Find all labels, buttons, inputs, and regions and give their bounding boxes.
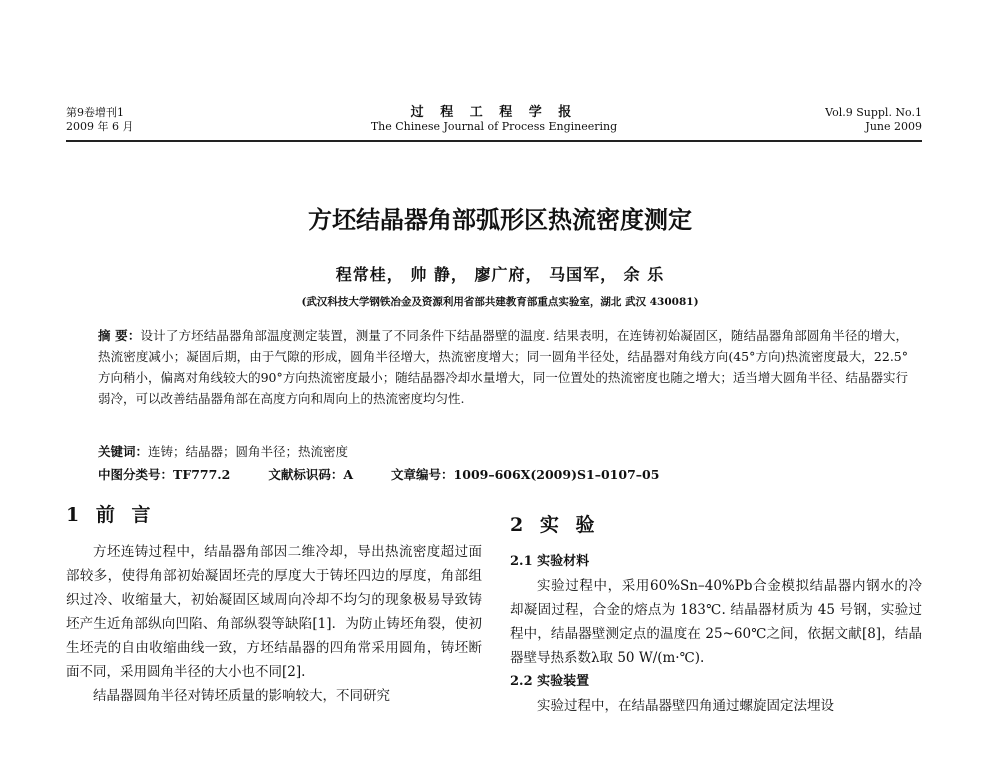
intro-paragraph-1: 方坯连铸过程中，结晶器角部因二维冷却，导出热流密度超过面部较多，使得角部初始凝固坯壳的厚度大于铸坯四边的厚度，角部组织过冷、收缩量大，初始凝固区域周向冷却不均匀的现象极易导致铸坯产生近角部纵向凹陷、角部纵裂等缺陷[1]．为防止铸坯角裂，使初生坯壳的自由收缩曲线一致，方坯结晶器的四角常采用圆角，铸坯断面不同，采用圆角半径的大小也不同[2]. bbox=[66, 544, 482, 680]
section-heading-experiment: 2 实 验 bbox=[510, 514, 600, 536]
header-volume-en: Vol.9 Suppl. No.1 June 2009 bbox=[825, 106, 922, 133]
section-heading-intro: 1 前 言 bbox=[66, 504, 156, 526]
authors: 程常桂， 帅 静， 廖广府， 马国军， 余 乐 bbox=[335, 265, 665, 284]
paper-title: 方坯结晶器角部弧形区热流密度测定 bbox=[308, 206, 692, 234]
keywords-label: 关键词： bbox=[98, 444, 149, 459]
right-column bbox=[510, 510, 922, 718]
article-number: 文章编号：1009–606X(2009)S1–0107–05 bbox=[391, 467, 660, 482]
clc-code: 中图分类号：TF777.2 bbox=[98, 467, 231, 482]
apparatus-paragraph: 实验过程中，在结晶器壁四角通过螺旋固定法埋设 bbox=[537, 698, 834, 714]
abstract-label: 摘 要： bbox=[98, 328, 141, 343]
doc-code: 文献标识码：A bbox=[268, 467, 354, 482]
abstract bbox=[98, 325, 908, 409]
keywords-text: 连铸；结晶器；圆角半径；热流密度 bbox=[148, 444, 349, 459]
materials-paragraph: 实验过程中，采用60%Sn–40%Pb合金模拟结晶器内钢水的冷却凝固过程，合金的熔点为 183℃. 结晶器材质为 45 号钢，实验过程中，结晶器壁测定点的温度在 25~60℃之间，依据文献[8]，结晶器壁导热系数λ取 50 W/(m·℃). bbox=[510, 578, 922, 666]
journal-header bbox=[66, 106, 922, 142]
header-journal-name: 过 程 工 程 学 报 The Chinese Journal of Process Engineering bbox=[370, 105, 618, 133]
left-column bbox=[66, 500, 482, 708]
subsection-materials: 2.1 实验材料 bbox=[510, 554, 590, 569]
intro-paragraph-2: 结晶器圆角半径对铸坯质量的影响较大，不同研究 bbox=[93, 688, 390, 704]
affiliation: (武汉科技大学钢铁冶金及资源利用省部共建教育部重点实验室，湖北 武汉 430081) bbox=[301, 296, 699, 308]
keywords bbox=[98, 442, 908, 460]
header-volume: 第9卷增刊1 2009 年 6 月 bbox=[66, 106, 134, 133]
classification-line bbox=[98, 465, 908, 483]
subsection-apparatus: 2.2 实验装置 bbox=[510, 674, 590, 689]
abstract-text: 设计了方坯结晶器角部温度测定装置，测量了不同条件下结晶器壁的温度. 结果表明，在连铸初始凝固区，随结晶器角部圆角半径的增大，热流密度减小；凝固后期，由于气隙的形成，圆角半径增大，热流密度增大；同一圆角半径处，结晶器对角线方向(45°方向)热流密度最大，22.5°方向稍小，偏离对角线较大的90°方向热流密度最小；随结晶器冷却水量增大，同一位置处的热流密度也随之增大；适当增大圆角半径、结晶器实行弱冷，可以改善结晶器角部在高度方向和周向上的热流密度均匀性. bbox=[98, 328, 909, 406]
